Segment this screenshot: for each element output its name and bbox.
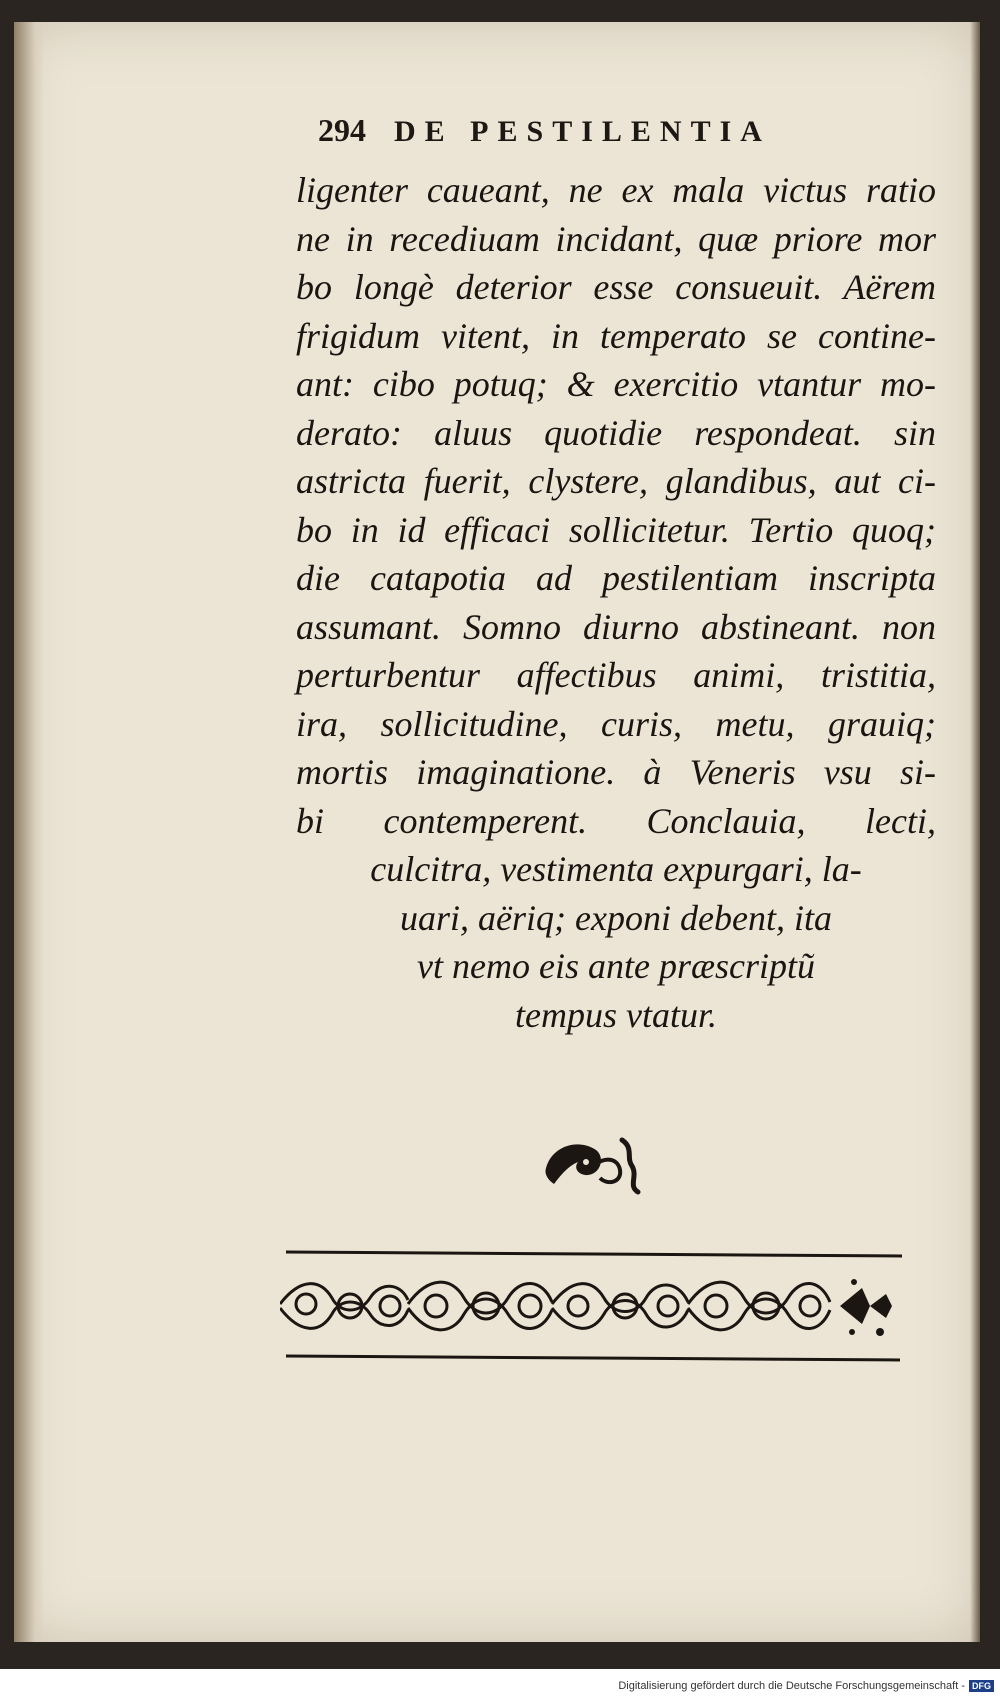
running-title: DE PESTILENTIA	[394, 115, 771, 148]
footer-credit	[618, 1680, 994, 1692]
running-head	[318, 112, 878, 162]
page-edge-shadow	[970, 22, 980, 1642]
text-line: uari, aëriq; exponi debent, ita	[400, 897, 832, 938]
text-line: ligenter caueant, ne ex mala victus ratio	[296, 170, 936, 210]
text-line: ira, sollicitudine, curis, metu, grauiq;	[296, 703, 936, 744]
text-line: culcitra, vestimenta expurgari, la-	[370, 849, 862, 889]
text-line: perturbentur affectibus animi, tristitia,	[296, 655, 936, 695]
page-gutter-shadow	[14, 22, 44, 1642]
text-line: frigidum vitent, in temperato se contine-	[296, 315, 936, 356]
body-text	[296, 166, 936, 1039]
fleuron-icon	[538, 1126, 658, 1198]
text-line: vt nemo eis ante præscriptũ	[417, 946, 815, 986]
text-line: tempus vtatur.	[515, 994, 717, 1035]
text-line: derato: aluus quotidie respondeat. sin	[296, 412, 936, 453]
text-line: ant: cibo potuq; & exercitio vtantur mo-	[296, 364, 936, 404]
footer-credit-text: Digitalisierung gefördert durch die Deutsche Forschungsgemeinschaft -	[618, 1680, 965, 1692]
page-number: 294	[318, 112, 366, 148]
text-line: ne in recediuam incidant, quæ priore mor	[296, 218, 936, 259]
footer-bar	[0, 1669, 1000, 1697]
text-line: bo longè deterior esse consueuit. Aërem	[296, 267, 936, 307]
dfg-logo-icon: DFG	[969, 1680, 994, 1692]
text-line: assumant. Somno diurno abstineant. non	[296, 606, 936, 647]
text-line: bo in id efficaci sollicitetur. Tertio quoq;	[296, 509, 936, 550]
text-line: astricta fuerit, clystere, glandibus, aut ci-	[296, 461, 936, 501]
text-line: mortis imaginatione. à Veneris vsu si-	[296, 752, 936, 792]
text-line: bi contemperent. Conclauia, lecti,	[296, 800, 936, 841]
text-line: die catapotia ad pestilentiam inscripta	[296, 558, 936, 598]
ornamental-band	[280, 1248, 908, 1364]
